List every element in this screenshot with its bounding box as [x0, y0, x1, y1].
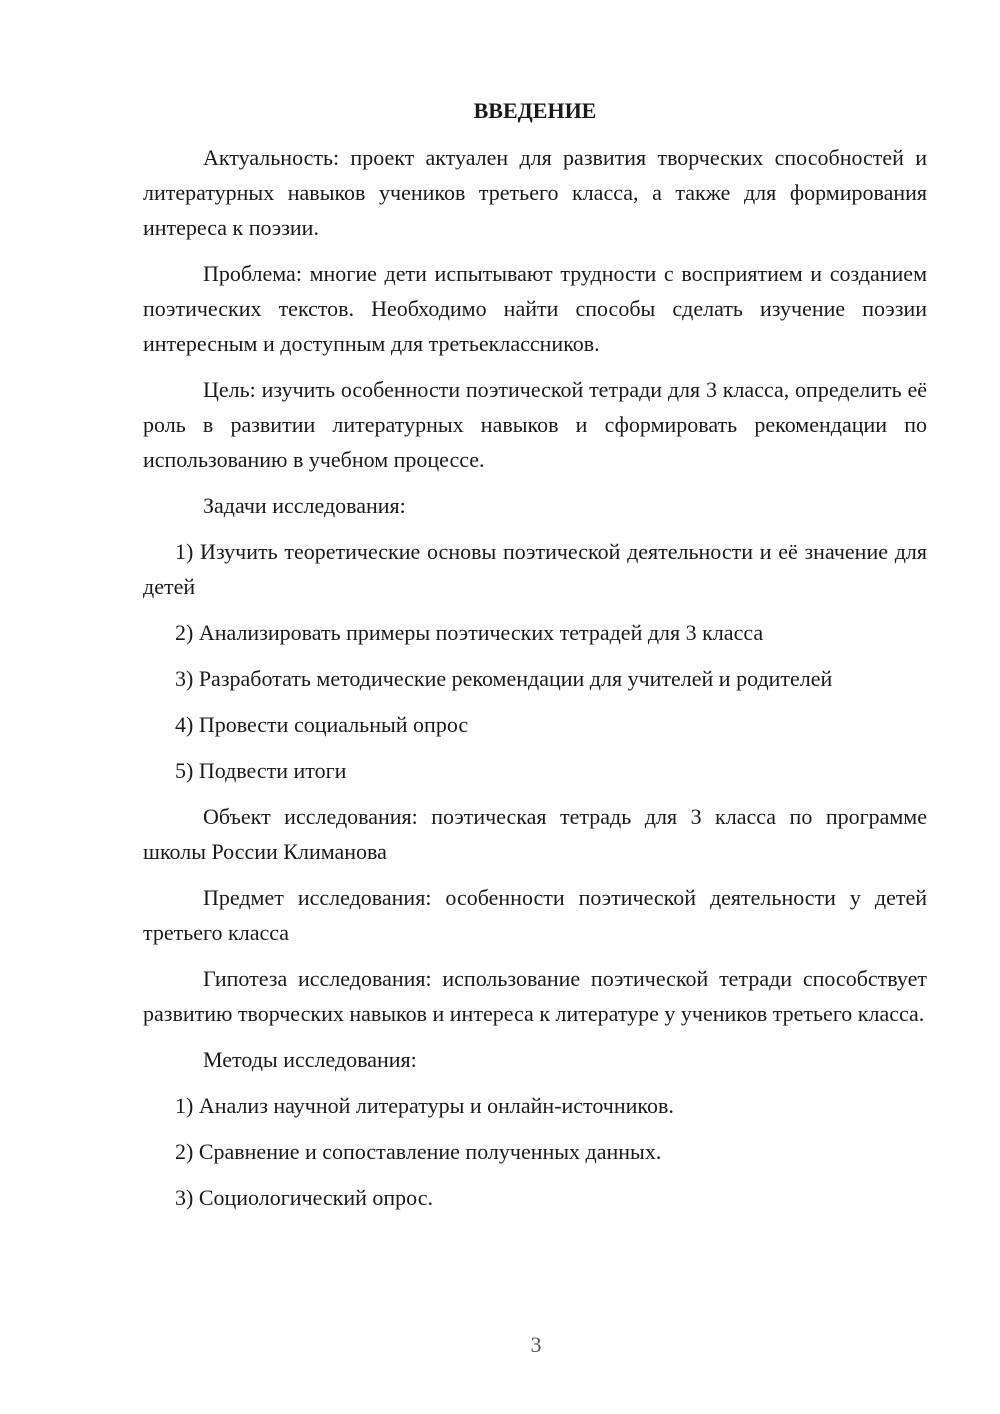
- task-item-2: 2) Анализировать примеры поэтических тетрадей для 3 класса: [175, 620, 764, 645]
- task-item-5: 5) Подвести итоги: [175, 758, 347, 783]
- object-paragraph: Объект исследования: поэтическая тетрадь для 3 класса по программе школы России Климанова: [143, 804, 927, 864]
- goal-paragraph: Цель: изучить особенности поэтической тетради для 3 класса, определить её роль в развитии литературных навыков и сформировать рекомендации по использованию в учебном процессе.: [143, 377, 927, 472]
- hypothesis-paragraph: Гипотеза исследования: использование поэтической тетради способствует развитию творческих навыков и интереса к литературе у учеников третьего класса.: [143, 966, 927, 1026]
- method-item-3: 3) Социологический опрос.: [175, 1185, 433, 1210]
- relevance-paragraph: Актуальность: проект актуален для развития творческих способностей и литературных навыков учеников третьего класса, а также для формирования интереса к поэзии.: [143, 145, 927, 240]
- method-item-2: 2) Сравнение и сопоставление полученных данных.: [175, 1139, 662, 1164]
- section-heading: ВВЕДЕНИЕ: [473, 98, 597, 123]
- task-item-4: 4) Провести социальный опрос: [175, 712, 469, 737]
- page-content: [143, 96, 927, 1226]
- page-number: 3: [530, 1332, 542, 1357]
- subject-paragraph: Предмет исследования: особенности поэтической деятельности у детей третьего класса: [143, 885, 927, 945]
- task-item-1: 1) Изучить теоретические основы поэтической деятельности и её значение для детей: [143, 539, 927, 599]
- problem-paragraph: Проблема: многие дети испытывают трудности с восприятием и созданием поэтических текстов. Необходимо найти способы сделать изучение поэзии интересным и доступным для третьеклассников.: [143, 261, 927, 356]
- methods-heading: Методы исследования:: [203, 1047, 417, 1072]
- method-item-1: 1) Анализ научной литературы и онлайн-источников.: [175, 1093, 674, 1118]
- tasks-heading: Задачи исследования:: [203, 493, 406, 518]
- task-item-3: 3) Разработать методические рекомендации для учителей и родителей: [175, 666, 833, 691]
